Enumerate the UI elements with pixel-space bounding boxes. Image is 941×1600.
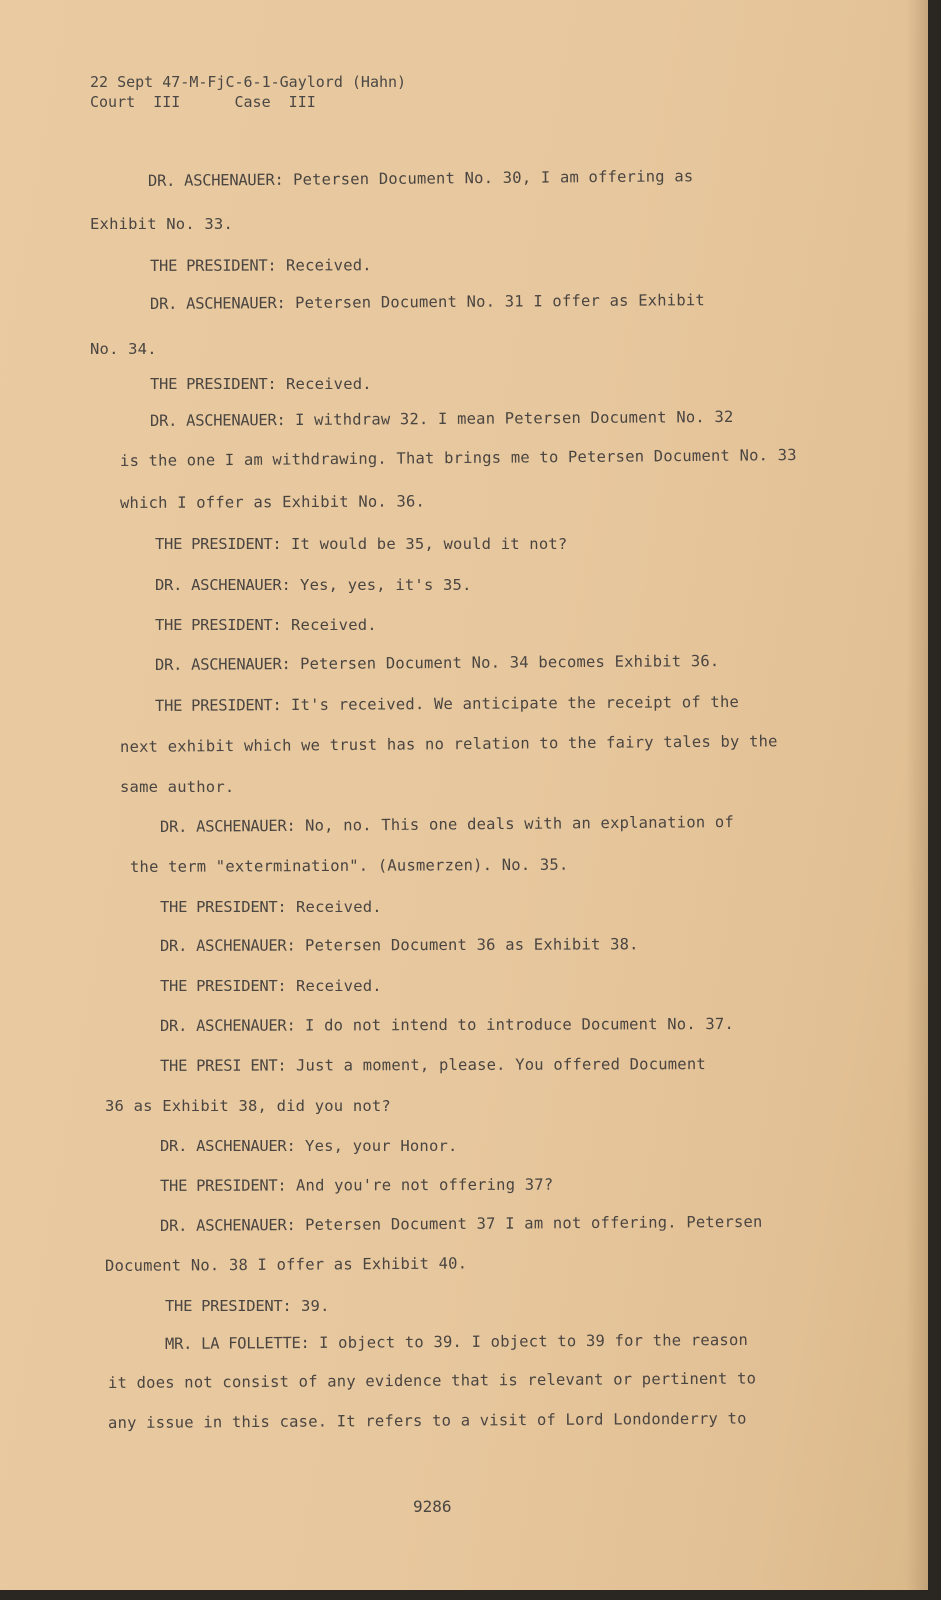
- transcript-line: [160, 935, 639, 955]
- speaker-label: THE PRESIDENT:: [155, 616, 282, 634]
- line-text: any issue in this case. It refers to a visit of Lord Londonderry to: [107, 1409, 747, 1432]
- line-text: it does not consist of any evidence that is relevant or pertinent to: [107, 1369, 757, 1392]
- line-text: same author.: [120, 778, 235, 796]
- transcript-line: [120, 778, 234, 796]
- speaker-label: THE PRESIDENT:: [165, 1297, 292, 1315]
- transcript-line: [160, 1213, 763, 1235]
- speaker-label: MR. LA FOLLETTE:: [164, 1333, 310, 1353]
- transcript-line: [165, 1331, 748, 1353]
- speaker-label: DR. ASCHENAUER:: [159, 936, 296, 955]
- transcript-line: [120, 732, 778, 756]
- line-text: Document No. 38 I offer as Exhibit 40.: [104, 1254, 468, 1275]
- speaker-label: THE PRESIDENT:: [160, 898, 287, 916]
- line-text: It's received. We anticipate the receipt of the: [290, 692, 740, 715]
- line-text: Received.: [296, 898, 382, 916]
- transcript-line: [160, 1137, 458, 1155]
- line-text: It would be 35, would it not?: [291, 535, 568, 553]
- transcript-line: [105, 1254, 467, 1275]
- line-text: Yes, yes, it's 35.: [300, 576, 472, 594]
- transcript-line: [90, 215, 233, 233]
- speaker-label: THE PRESIDENT:: [154, 696, 282, 715]
- transcript-line: [160, 813, 734, 836]
- line-text: Just a moment, please. You offered Document: [295, 1055, 706, 1075]
- line-text: is the one I am withdrawing. That brings me to Petersen Document No. 33: [119, 446, 797, 470]
- speaker-label: THE PRESIDENT:: [150, 375, 277, 393]
- line-text: Exhibit No. 33.: [90, 215, 233, 233]
- transcript-line: [105, 1097, 391, 1115]
- transcript-line: [155, 652, 720, 674]
- line-text: 39.: [301, 1297, 330, 1315]
- speaker-label: DR. ASCHENAUER:: [159, 1216, 296, 1235]
- line-text: No, no. This one deals with an explanation of: [304, 812, 735, 835]
- speaker-label: DR. ASCHENAUER:: [154, 655, 291, 674]
- line-text: I do not intend to introduce Document No. 37.: [304, 1014, 734, 1035]
- transcript-line: [108, 1410, 747, 1432]
- line-text: Received.: [286, 375, 372, 393]
- transcript-line: [120, 492, 425, 512]
- speaker-label: DR. ASCHENAUER:: [155, 576, 291, 594]
- header-line-1: 22 Sept 47-M-FjC-6-1-Gaylord (Hahn): [90, 73, 407, 91]
- transcript-line: [150, 408, 734, 430]
- speaker-label: DR. ASCHENAUER:: [149, 294, 286, 313]
- transcript-line: [155, 535, 567, 553]
- speaker-label: THE PRESIDENT:: [149, 256, 277, 275]
- line-text: I withdraw 32. I mean Petersen Document No. 32: [294, 407, 734, 429]
- line-text: Received.: [291, 616, 377, 634]
- speaker-label: DR. ASCHENAUER:: [147, 170, 284, 190]
- speaker-label: THE PRESIDENT:: [155, 535, 282, 553]
- speaker-label: DR. ASCHENAUER:: [149, 411, 286, 430]
- line-text: I object to 39. I object to 39 for the reason: [318, 1330, 749, 1352]
- speaker-label: DR. ASCHENAUER:: [160, 1137, 296, 1155]
- line-text: Received.: [285, 256, 372, 275]
- transcript-line: [90, 340, 157, 358]
- transcript-line: [150, 375, 372, 393]
- speaker-label: DR. ASCHENAUER:: [159, 1016, 296, 1035]
- transcript-line: [160, 977, 382, 995]
- header-court: Court III: [90, 93, 181, 111]
- transcript-line: [155, 576, 472, 594]
- transcript-line: [160, 1015, 734, 1035]
- transcript-line: [150, 291, 705, 313]
- speaker-label: DR. ASCHENAUER:: [159, 816, 296, 836]
- speaker-label: THE PRESIDENT:: [160, 977, 287, 995]
- line-text: 36 as Exhibit 38, did you not?: [105, 1097, 391, 1115]
- line-text: next exhibit which we trust has no relation to the fairy tales by the: [119, 732, 778, 756]
- line-text: Petersen Document No. 34 becomes Exhibit 36.: [299, 652, 720, 673]
- line-text: which I offer as Exhibit No. 36.: [119, 492, 426, 512]
- transcript-line: [150, 256, 372, 275]
- line-text: Petersen Document 36 as Exhibit 38.: [304, 935, 639, 955]
- transcript-line: [155, 616, 377, 634]
- transcript-line: [155, 693, 739, 715]
- transcript-line: [160, 1176, 553, 1195]
- line-text: the term "extermination". (Ausmerzen). No. 35.: [129, 855, 569, 876]
- line-text: No. 34.: [90, 340, 157, 358]
- header-case: Case III: [234, 93, 316, 111]
- transcript-line: [108, 1369, 756, 1392]
- line-text: Received.: [296, 977, 382, 995]
- speaker-label: THE PRESI ENT:: [159, 1056, 287, 1075]
- transcript-line: [160, 898, 382, 916]
- transcript-line: [148, 167, 694, 190]
- transcript-line: [130, 856, 569, 876]
- line-text: Petersen Document No. 31 I offer as Exhibit: [294, 291, 705, 312]
- transcript-line: [160, 1055, 706, 1075]
- transcript-line: [120, 446, 797, 470]
- line-text: Petersen Document No. 30, I am offering as: [292, 167, 694, 189]
- transcript-line: [165, 1297, 330, 1315]
- line-text: And you're not offering 37?: [295, 1175, 554, 1195]
- speaker-label: THE PRESIDENT:: [159, 1176, 287, 1195]
- page-number: 9286: [413, 1497, 452, 1516]
- line-text: Yes, your Honor.: [305, 1137, 458, 1155]
- line-text: Petersen Document 37 I am not offering. Petersen: [304, 1212, 763, 1234]
